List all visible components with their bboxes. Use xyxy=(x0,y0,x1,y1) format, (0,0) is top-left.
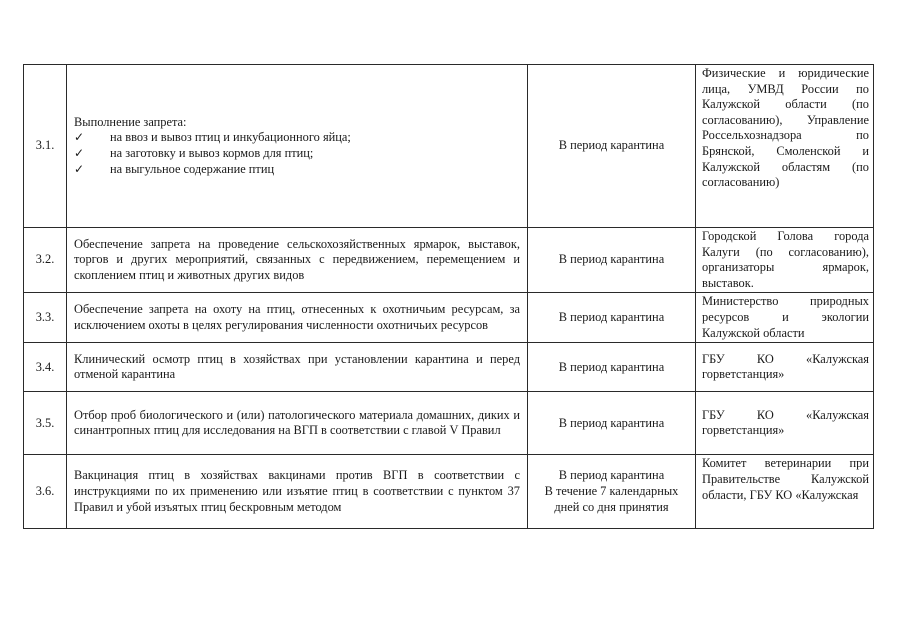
row-number: 3.3. xyxy=(24,293,67,343)
row-number: 3.4. xyxy=(24,343,67,392)
period-cell xyxy=(528,455,696,529)
period-cell: В период карантина xyxy=(528,228,696,293)
task-cell: Обеспечение запрета на проведение сельскохозяйственных ярмарок, выставок, торгов и других мероприятий, связанных с передвижением, перемещением и скоплением птиц и животных других видов xyxy=(67,228,528,293)
table-row xyxy=(24,65,874,228)
checkmark-icon: ✓ xyxy=(74,161,85,176)
checkmark-icon: ✓ xyxy=(74,130,85,145)
responsible-cell: ГБУ КО «Калужская горветстанция» xyxy=(696,343,874,392)
table-row xyxy=(24,293,874,343)
responsible-cell: Комитет ветеринарии при Правительстве Калужской области, ГБУ КО «Калужская xyxy=(696,455,874,529)
list-item-text: на заготовку и вывоз кормов для птиц; xyxy=(110,146,314,160)
period-cell: В период карантина xyxy=(528,293,696,343)
period-line: В период карантина xyxy=(558,468,665,483)
list-item-text: на ввоз и вывоз птиц и инкубационного яйца; xyxy=(110,130,351,145)
period-line: В течение 7 календарных дней со дня принятия xyxy=(544,484,679,514)
task-cell: Вакцинация птиц в хозяйствах вакцинами против ВГП в соответствии с инструкциями по их применению или изъятие птиц в соответствии с пунктом 37 Правил и убой изъятых птиц бескровным методом xyxy=(67,455,528,529)
row-number: 3.5. xyxy=(24,392,67,455)
task-cell: Обеспечение запрета на охоту на птиц, отнесенных к охотничьим ресурсам, за исключением охоты в целях регулирования численности охотничьих ресурсов xyxy=(67,293,528,343)
list-item xyxy=(74,130,520,146)
table-row xyxy=(24,343,874,392)
table-row xyxy=(24,228,874,293)
period-cell: В период карантина xyxy=(528,392,696,455)
table-row xyxy=(24,455,874,529)
row-number: 3.1. xyxy=(24,65,67,228)
responsible-cell: Городской Голова города Калуги (по согласованию), организаторы ярмарок, выставок. xyxy=(696,228,874,293)
task-title: Выполнение запрета: xyxy=(74,114,187,129)
task-cell: Клинический осмотр птиц в хозяйствах при установлении карантина и перед отменой карантина xyxy=(67,343,528,392)
list-item xyxy=(74,146,520,162)
table-row xyxy=(24,392,874,455)
checkmark-icon: ✓ xyxy=(74,146,85,160)
period-cell: В период карантина xyxy=(528,65,696,228)
task-cell xyxy=(67,65,528,228)
responsible-cell: Министерство природных ресурсов и экологии Калужской области xyxy=(696,293,874,343)
row-number: 3.6. xyxy=(24,455,67,529)
list-item-text: на выгульное содержание птиц xyxy=(110,161,275,176)
row-number: 3.2. xyxy=(24,228,67,293)
responsible-cell: ГБУ КО «Калужская горветстанция» xyxy=(696,392,874,455)
period-cell: В период карантина xyxy=(528,343,696,392)
list-item xyxy=(74,162,520,178)
responsible-cell: Физические и юридические лица, УМВД России по Калужской области (по согласованию), Управление Россельхознадзора по Брянской, Смоленской и Калужской областям (по согласованию) xyxy=(696,65,874,228)
prohibition-list xyxy=(74,130,520,177)
measures-table xyxy=(23,64,874,529)
task-cell: Отбор проб биологического и (или) патологического материала домашних, диких и синантропных птиц для исследования на ВГП в соответствии с главой V Правил xyxy=(67,392,528,455)
